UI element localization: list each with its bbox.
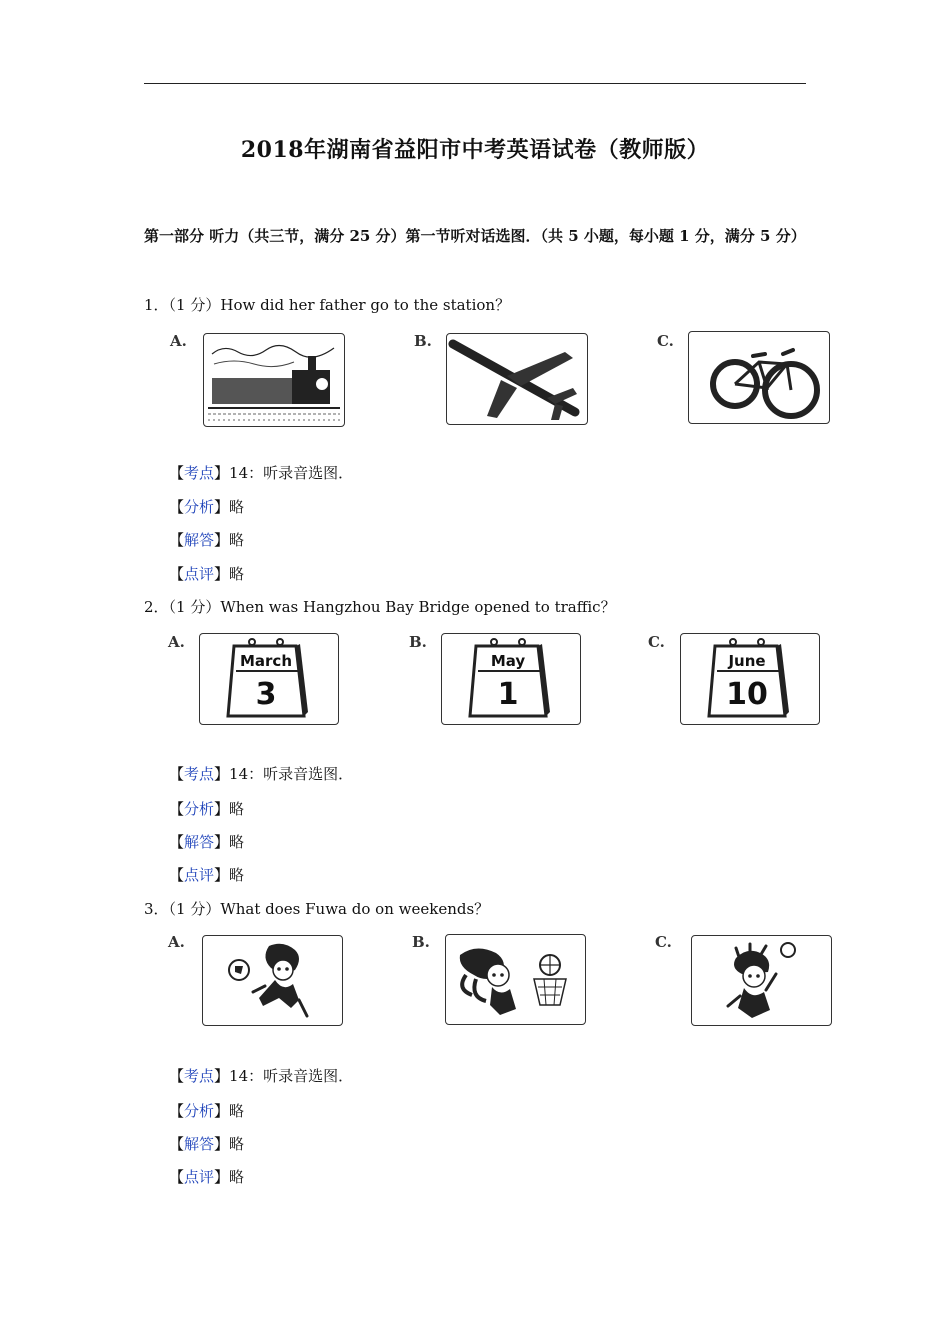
kaodian-row: 【考点】14：听录音选图． bbox=[169, 765, 354, 783]
option-label: C. bbox=[655, 933, 672, 951]
dianping-row: 【点评】略 bbox=[169, 565, 245, 583]
header-rule bbox=[144, 83, 806, 84]
calendar-month: May bbox=[490, 652, 526, 670]
question-text: （1 分）When was Hangzhou Bay Bridge opened to traffic？ bbox=[168, 598, 616, 616]
dianping-row: 【点评】略 bbox=[169, 1168, 245, 1186]
option-label: C. bbox=[657, 332, 674, 350]
fenxi-row: 【分析】略 bbox=[169, 800, 245, 818]
option-label: B. bbox=[409, 633, 427, 651]
calendar-day: 10 bbox=[726, 677, 768, 712]
fuwa-basketball-picture bbox=[445, 934, 586, 1025]
airplane-picture bbox=[446, 333, 588, 425]
dianping-row: 【点评】略 bbox=[169, 866, 245, 884]
question-2 bbox=[144, 596, 616, 618]
option-label: A. bbox=[168, 933, 185, 951]
fenxi-row: 【分析】略 bbox=[169, 1102, 245, 1120]
option-label: C. bbox=[648, 633, 665, 651]
calendar-picture bbox=[680, 633, 820, 725]
calendar-month: March bbox=[239, 652, 293, 670]
option-label: B. bbox=[412, 933, 430, 951]
page-title: 2018年湖南省益阳市中考英语试卷（教师版） bbox=[240, 137, 710, 163]
jieda-row: 【解答】略 bbox=[169, 531, 245, 549]
calendar-day: 3 bbox=[255, 677, 277, 712]
option-label: B. bbox=[414, 332, 432, 350]
section-heading: 第一部分 听力（共三节，满分 25 分）第一节听对话选图．（共 5 小题，每小题 1 分，满分 5 分） bbox=[144, 227, 806, 245]
bicycle-picture bbox=[688, 331, 830, 424]
question-number: 2． bbox=[144, 598, 169, 616]
calendar-picture bbox=[199, 633, 339, 725]
kaodian-row: 【考点】14：听录音选图． bbox=[169, 1067, 354, 1085]
question-3 bbox=[144, 898, 489, 920]
question-text: （1 分）How did her father go to the station？ bbox=[168, 296, 511, 314]
option-label: A. bbox=[168, 633, 185, 651]
option-label: A. bbox=[170, 332, 187, 350]
calendar-day: 1 bbox=[497, 677, 519, 712]
fenxi-row: 【分析】略 bbox=[169, 498, 245, 516]
jieda-row: 【解答】略 bbox=[169, 833, 245, 851]
question-1 bbox=[144, 294, 510, 316]
question-number: 1． bbox=[144, 296, 169, 314]
calendar-month: June bbox=[728, 652, 766, 670]
kaodian-row: 【考点】14：听录音选图． bbox=[169, 464, 354, 482]
jieda-row: 【解答】略 bbox=[169, 1135, 245, 1153]
calendar-picture bbox=[441, 633, 581, 725]
question-number: 3． bbox=[144, 900, 169, 918]
fuwa-volleyball-picture bbox=[691, 935, 832, 1026]
train-picture bbox=[203, 333, 345, 427]
question-text: （1 分）What does Fuwa do on weekends？ bbox=[168, 900, 490, 918]
fuwa-soccer-picture bbox=[202, 935, 343, 1026]
